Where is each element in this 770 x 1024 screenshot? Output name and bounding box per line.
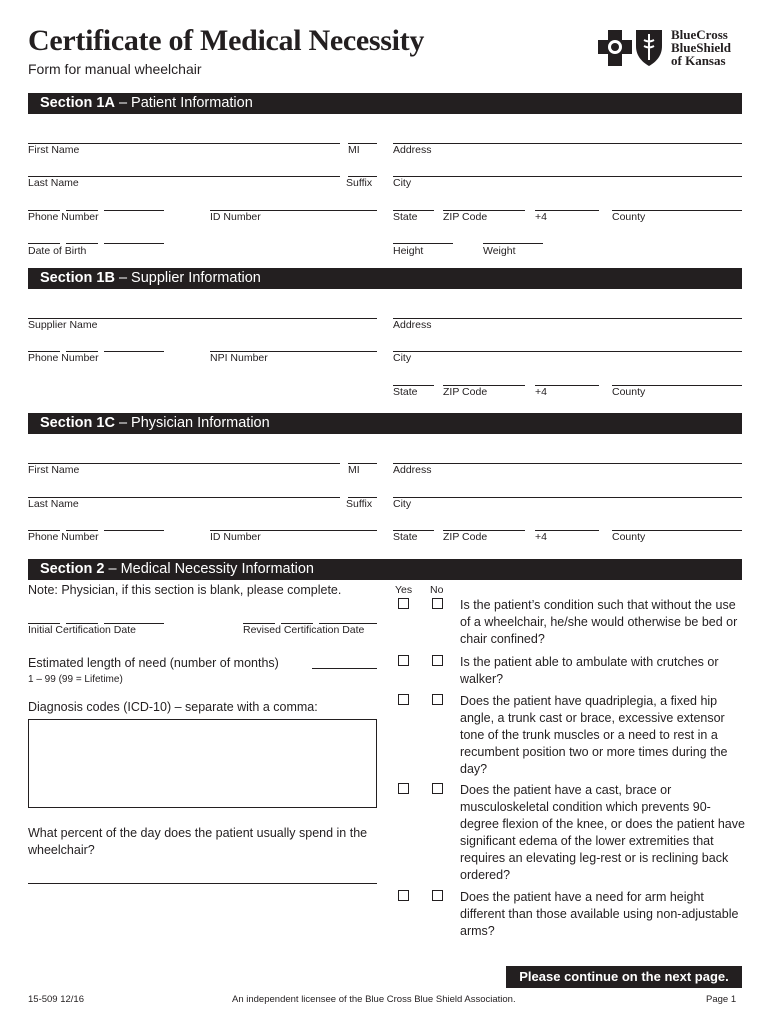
length-need-label: Estimated length of need (number of months) <box>28 656 279 670</box>
form-id: 15-509 12/16 <box>28 994 84 1005</box>
height-label: Height <box>393 245 424 257</box>
physician-county-label: County <box>612 531 646 543</box>
city-label: City <box>393 177 412 189</box>
section-1c-header: Section 1C – Physician Information <box>28 413 742 434</box>
physician-city-label: City <box>393 498 412 510</box>
address-label: Address <box>393 144 432 156</box>
first-name-label: First Name <box>28 144 80 156</box>
supplier-phone-label: Phone Number <box>28 352 99 364</box>
section-2-header: Section 2 – Medical Necessity Information <box>28 559 742 580</box>
physician-id-number-label: ID Number <box>210 531 261 543</box>
supplier-phone-number-line[interactable] <box>104 351 164 352</box>
q2-no-checkbox[interactable] <box>432 655 443 666</box>
percent-day-line[interactable] <box>28 883 377 884</box>
phone-line-number[interactable] <box>104 210 164 211</box>
q3-yes-checkbox[interactable] <box>398 694 409 705</box>
county-label: County <box>612 211 646 223</box>
initial-cert-label: Initial Certification Date <box>28 624 136 636</box>
physician-note: Note: Physician, if this section is blank, please complete. <box>28 583 342 597</box>
physician-last-name-label: Last Name <box>28 498 79 510</box>
q1-yes-checkbox[interactable] <box>398 598 409 609</box>
diagnosis-label: Diagnosis codes (ICD-10) – separate with a comma: <box>28 700 318 714</box>
supplier-city-line[interactable] <box>393 351 742 352</box>
npi-number-label: NPI Number <box>210 352 268 364</box>
dob-label: Date of Birth <box>28 245 87 257</box>
phone-label: Phone Number <box>28 211 99 223</box>
bcbs-wordmark: BlueCross BlueShield of Kansas <box>671 27 731 68</box>
question-4: Does the patient have a cast, brace or musculoskeletal condition which prevents 90-degree flexion of the knee, or does the patient have significant edema of the lower extremities that requires an elevating leg-rest or is reclining back ordered? <box>460 783 745 882</box>
supplier-city-label: City <box>393 352 412 364</box>
q1-no-checkbox[interactable] <box>432 598 443 609</box>
physician-suffix-label: Suffix <box>346 498 373 510</box>
supplier-state-label: State <box>393 386 418 398</box>
address-line[interactable] <box>393 143 742 144</box>
length-need-line[interactable] <box>312 668 377 669</box>
q3-no-checkbox[interactable] <box>432 694 443 705</box>
diagnosis-codes-input[interactable] <box>28 719 377 808</box>
physician-phone-label: Phone Number <box>28 531 99 543</box>
physician-address-label: Address <box>393 464 432 476</box>
section-1b-header: Section 1B – Supplier Information <box>28 268 742 289</box>
bcbs-cross-shield-icon <box>596 28 666 68</box>
supplier-zip-label: ZIP Code <box>443 386 488 398</box>
weight-line[interactable] <box>483 243 543 244</box>
percent-day-question: What percent of the day does the patient usually spend in the wheelchair? <box>28 826 368 857</box>
physician-first-name-label: First Name <box>28 464 80 476</box>
supplier-plus4-label: +4 <box>535 386 547 398</box>
question-2: Is the patient able to ambulate with crutches or walker? <box>460 655 719 686</box>
state-label: State <box>393 211 418 223</box>
physician-phone-number-line[interactable] <box>104 530 164 531</box>
revised-cert-label: Revised Certification Date <box>243 624 365 636</box>
q5-no-checkbox[interactable] <box>432 890 443 901</box>
physician-state-label: State <box>393 531 418 543</box>
physician-address-line[interactable] <box>393 463 742 464</box>
question-3: Does the patient have quadriplegia, a fixed hip angle, a trunk cast or brace, excessive extensor tone of the trunk muscles or a need to rest in a recumbent position two or more times during the day? <box>460 694 728 776</box>
height-line[interactable] <box>393 243 453 244</box>
supplier-address-line[interactable] <box>393 318 742 319</box>
physician-zip-label: ZIP Code <box>443 531 488 543</box>
city-line[interactable] <box>393 176 742 177</box>
no-header: No <box>430 584 444 596</box>
page-title: Certificate of Medical Necessity <box>28 24 425 57</box>
id-number-label: ID Number <box>210 211 261 223</box>
physician-city-line[interactable] <box>393 497 742 498</box>
continue-banner: Please continue on the next page. <box>506 966 742 988</box>
supplier-name-label: Supplier Name <box>28 319 98 331</box>
bcbs-logo <box>596 28 746 68</box>
physician-plus4-label: +4 <box>535 531 547 543</box>
dob-month-line[interactable] <box>28 243 60 244</box>
supplier-county-label: County <box>612 386 646 398</box>
section-1a-header: Section 1A – Patient Information <box>28 93 742 114</box>
q4-no-checkbox[interactable] <box>432 783 443 794</box>
form-subtitle: Form for manual wheelchair <box>28 61 202 77</box>
question-1: Is the patient’s condition such that without the use of a wheelchair, he/she would otherwise be bed or chair confined? <box>460 598 738 646</box>
licensee-note: An independent licensee of the Blue Cross Blue Shield Association. <box>232 994 516 1005</box>
q4-yes-checkbox[interactable] <box>398 783 409 794</box>
q5-yes-checkbox[interactable] <box>398 890 409 901</box>
weight-label: Weight <box>483 245 516 257</box>
mi-label: MI <box>348 144 360 156</box>
last-name-label: Last Name <box>28 177 79 189</box>
q2-yes-checkbox[interactable] <box>398 655 409 666</box>
length-need-hint: 1 – 99 (99 = Lifetime) <box>28 674 123 685</box>
dob-day-line[interactable] <box>66 243 98 244</box>
supplier-address-label: Address <box>393 319 432 331</box>
question-5: Does the patient have a need for arm height different than those available using non-adjustable arms? <box>460 890 739 938</box>
dob-year-line[interactable] <box>104 243 164 244</box>
yes-header: Yes <box>395 584 413 596</box>
suffix-label: Suffix <box>346 177 373 189</box>
plus4-label: +4 <box>535 211 547 223</box>
zip-label: ZIP Code <box>443 211 488 223</box>
page-number: Page 1 <box>706 994 737 1005</box>
physician-mi-label: MI <box>348 464 360 476</box>
